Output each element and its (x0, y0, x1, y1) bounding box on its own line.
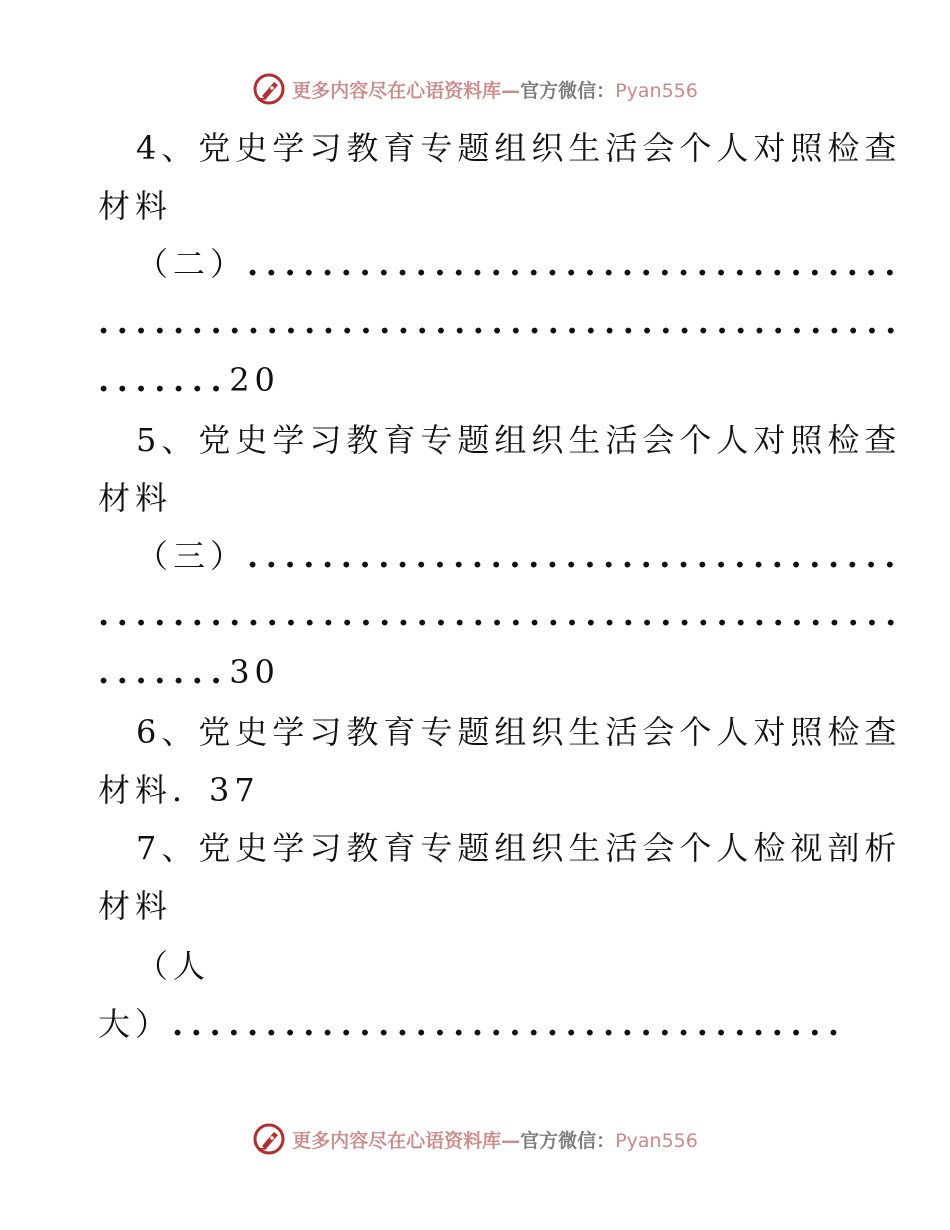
toc-leader-dots: ................................... (247, 245, 903, 283)
toc-entry-title: 7、党史学习教育专题组织生活会个人检视剖析 (136, 829, 902, 867)
toc-leader-dots: ........................................... (98, 303, 904, 341)
toc-leader-dots: ........................................... (98, 595, 904, 633)
toc-page-number: 20 (229, 361, 280, 399)
toc-entry-page-line (98, 360, 280, 400)
toc-entry-title: 6、党史学习教育专题组织生活会个人对照检查 (136, 713, 902, 751)
toc-entry-title-cont: 材料 (98, 887, 173, 925)
watermark-id: Pyan556 (615, 79, 698, 102)
toc-entry-title-cont: 材料 (98, 187, 173, 225)
toc-entry-sub: （二） (136, 245, 248, 283)
toc-page-number: 30 (229, 653, 280, 691)
toc-leader-dots: ....... (98, 653, 230, 691)
toc-entry-sub: （三） (136, 537, 248, 575)
watermark-label: 官方微信： (520, 79, 616, 102)
toc-entry-title-cont: 材料．37 (98, 771, 260, 809)
toc-leader-dots: .................................... (172, 1005, 847, 1043)
watermark-separator: — (501, 1129, 521, 1152)
watermark-separator: — (501, 79, 521, 102)
watermark-main: 更多内容尽在心语资料库 (292, 1129, 502, 1152)
pen-nib-logo-icon (252, 72, 286, 106)
toc-entry-sub-cont: 大） (98, 1005, 173, 1043)
footer-watermark (0, 1122, 950, 1156)
toc-entry-line (136, 244, 903, 284)
toc-entry-line (98, 1004, 847, 1044)
watermark-id: Pyan556 (615, 1129, 698, 1152)
toc-entry-sub: （人 (136, 947, 211, 985)
toc-leader-dots: ....... (98, 361, 230, 399)
toc-entry-title: 4、党史学习教育专题组织生活会个人对照检查 (136, 129, 902, 167)
pen-nib-logo-icon (252, 1122, 286, 1156)
watermark-main: 更多内容尽在心语资料库 (292, 79, 502, 102)
toc-leader-dots: ................................... (247, 537, 903, 575)
toc-entry-page-line (98, 652, 280, 692)
toc-entry-title: 5、党史学习教育专题组织生活会个人对照检查 (136, 421, 902, 459)
toc-entry-line (136, 536, 903, 576)
watermark-label: 官方微信： (520, 1129, 616, 1152)
toc-entry-title-cont: 材料 (98, 479, 173, 517)
watermark-text (292, 1126, 698, 1153)
watermark-text (292, 76, 698, 103)
header-watermark (0, 72, 950, 106)
